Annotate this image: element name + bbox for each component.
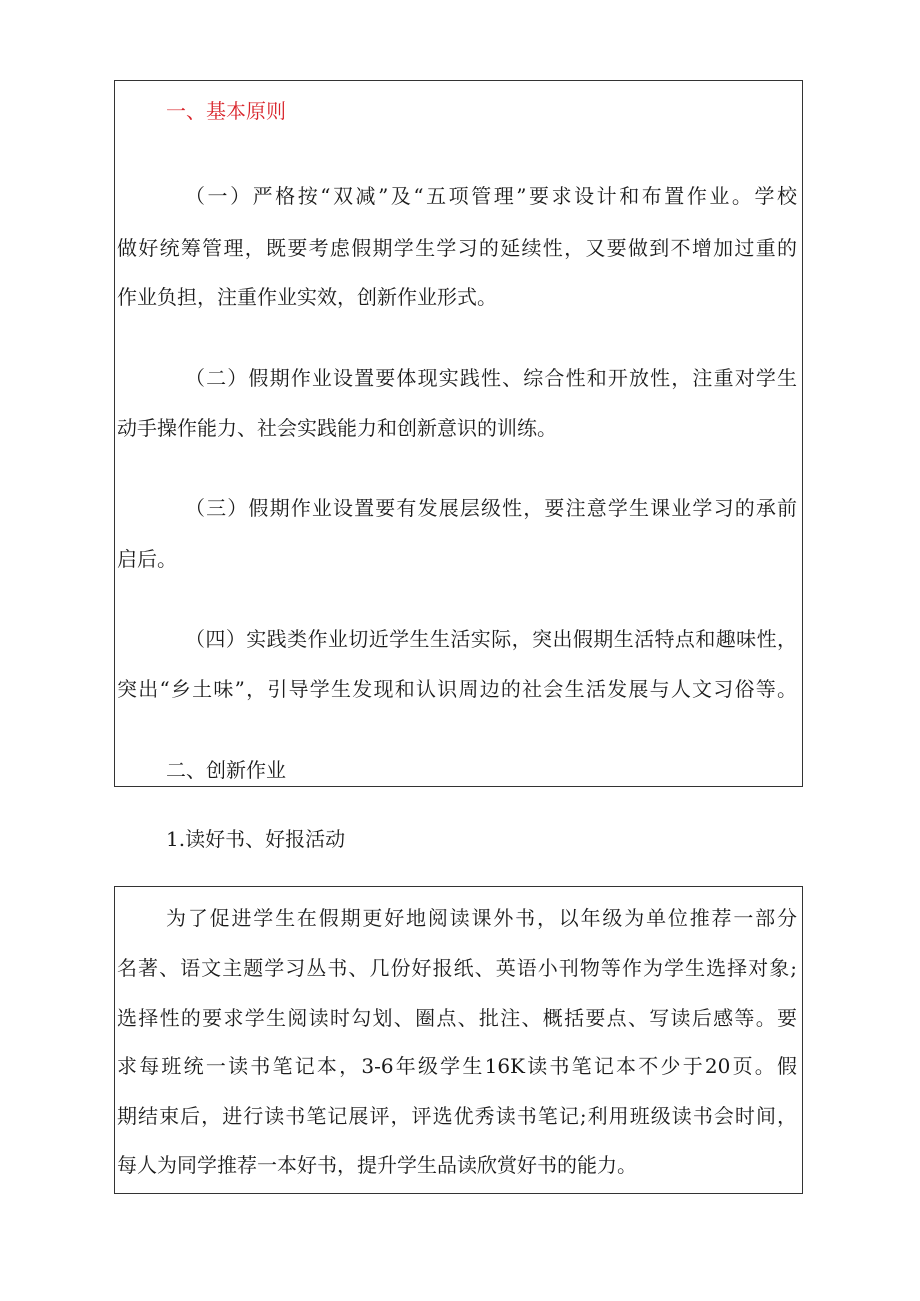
principle-3-line-2: 启后。: [117, 547, 177, 571]
section-heading-innovation: 二、创新作业: [166, 758, 286, 782]
reading-line-1: 为了促进学生在假期更好地阅读课外书，以年级为单位推荐一部分: [166, 906, 797, 930]
reading-activity-box: [114, 886, 803, 1194]
principle-4-line-2: 突出“乡土味”，引导学生发现和认识周边的社会生活发展与人文习俗等。: [117, 677, 797, 701]
principle-2-line-2: 动手操作能力、社会实践能力和创新意识的训练。: [117, 416, 557, 440]
section-heading-principles: 一、基本原则: [166, 99, 286, 123]
subheading-reading-activity: 1.读好书、好报活动: [166, 827, 346, 851]
principle-2-line-1: （二）假期作业设置要体现实践性、综合性和开放性，注重对学生: [185, 366, 797, 390]
principle-1-line-1: （一）严格按“双减”及“五项管理”要求设计和布置作业。学校: [185, 184, 797, 208]
principle-1-line-3: 作业负担，注重作业实效，创新作业形式。: [117, 285, 497, 309]
reading-line-2: 名著、语文主题学习丛书、几份好报纸、英语小刊物等作为学生选择对象;: [117, 956, 797, 980]
reading-line-3: 选择性的要求学生阅读时勾划、圈点、批注、概括要点、写读后感等。要: [117, 1006, 797, 1030]
reading-line-4: 求每班统一读书笔记本，3-6年级学生16K读书笔记本不少于20页。假: [117, 1054, 797, 1078]
principle-4-line-1: （四）实践类作业切近学生生活实际，突出假期生活特点和趣味性，: [185, 627, 797, 651]
reading-line-6: 每人为同学推荐一本好书，提升学生品读欣赏好书的能力。: [117, 1153, 637, 1177]
reading-line-5: 期结束后，进行读书笔记展评，评选优秀读书笔记;利用班级读书会时间，: [117, 1104, 797, 1128]
principle-1-line-2: 做好统筹管理，既要考虑假期学生学习的延续性，又要做到不增加过重的: [117, 236, 797, 260]
principle-3-line-1: （三）假期作业设置要有发展层级性，要注意学生课业学习的承前: [185, 496, 797, 520]
